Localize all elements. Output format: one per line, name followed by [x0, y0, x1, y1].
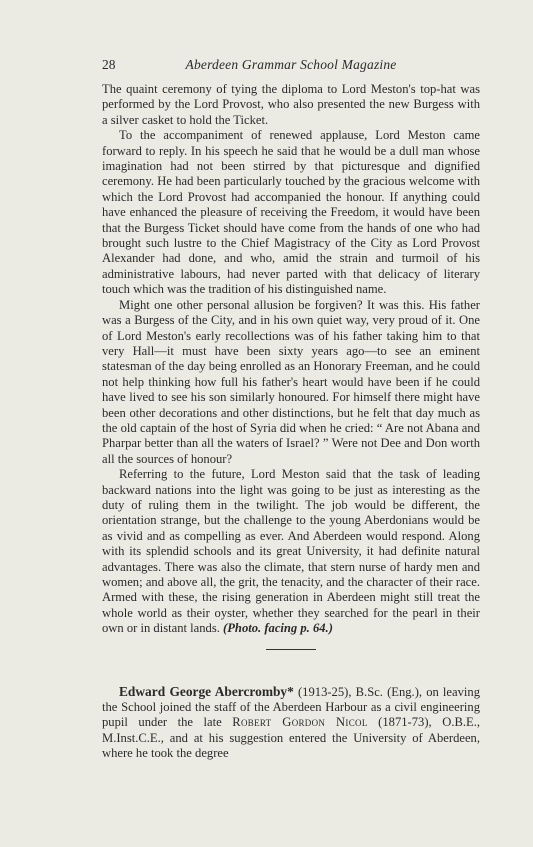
article-body [102, 82, 480, 637]
running-title: Aberdeen Grammar School Magazine [185, 57, 397, 72]
paragraph-4 [102, 467, 480, 636]
bio-text-1: (1913-25), B.Sc. (Eng.), on leaving the School joined the staff of the Aberdeen Harbour as a civil engineering pupil under the late [102, 684, 481, 730]
paragraph-4-text: Referring to the future, Lord Meston said that the task of leading backward nations into the light was going to be just as interesting as the duty of ruling them in the twilight. The job would be different, the orientation strange, but the challenge to the young Aberdonians would be as vivid and as compelling as ever. And Aberdeen would respond. Along with its splendid schools and its great University, it had definite natural advantages. There was also the climate, that stern nurse of hardy men and women; and above all, the grit, the tenacity, and the character of their race. Armed with these, the rising generation in Aberdeen might still treat the whole world as their oyster, whether they searched for the pearl in their own or in distant lands. [102, 467, 480, 636]
page-number: 28 [102, 57, 116, 72]
page-header [102, 54, 480, 76]
bio-text-2: (1871-73), O.B.E., M.Inst.C.E., and at his suggestion entered the University of Aberdeen, where he took the degree [102, 715, 481, 761]
photo-reference: (Photo. facing p. 64.) [223, 621, 333, 636]
paragraph-1: The quaint ceremony of tying the diploma to Lord Meston's top-hat was performed by the Lord Provost, who also presented the new Burgess with a silver casket to hold the Ticket. [102, 82, 480, 127]
section-divider [266, 649, 316, 650]
paragraph-3: Might one other personal allusion be forgiven? It was this. His father was a Burgess of the City, and in his own quiet way, very proud of it. One of Lord Meston's early recollections was of his father taking him to that very Hall—it must have been sixty years ago—to see an eminent statesman of the day being enrolled as an Honorary Freeman, and he could not help thinking how full his father's heart would have been if he could have lived to see his son similarly honoured. For himself there might have been other decorations and other distinctions, but he felt that day much as the old captain of the host of Syria did when he cried: “ Are not Abana and Pharpar better than all the waters of Israel? ” Were not Dee and Don worth all the sources of honour? [102, 297, 480, 466]
bio-mentor-name: Robert Gordon Nicol [232, 715, 368, 730]
page [102, 54, 480, 762]
bio-paragraph [102, 684, 480, 762]
paragraph-2: To the accompaniment of renewed applause, Lord Meston came forward to reply. In his speech he said that he would be a dull man whose imagination had not been stirred by that picturesque and dignified ceremony. He had been particularly touched by the gracious welcome with which the Lord Provost had accompanied the honour. If anything could have enhanced the pleasure of receiving the Freedom, it would have been that the Burgess Ticket should have come from the hands of one who had brought such lustre to the Chief Magistracy of the City as Lord Provost Alexander had done, and who, amid the strain and turmoil of his administrative labours, had never parted with that delicacy of literary touch which was the tradition of his distinguished name. [102, 128, 480, 297]
obituary-entry [102, 684, 480, 762]
bio-name: Edward George Abercromby* [119, 683, 294, 699]
